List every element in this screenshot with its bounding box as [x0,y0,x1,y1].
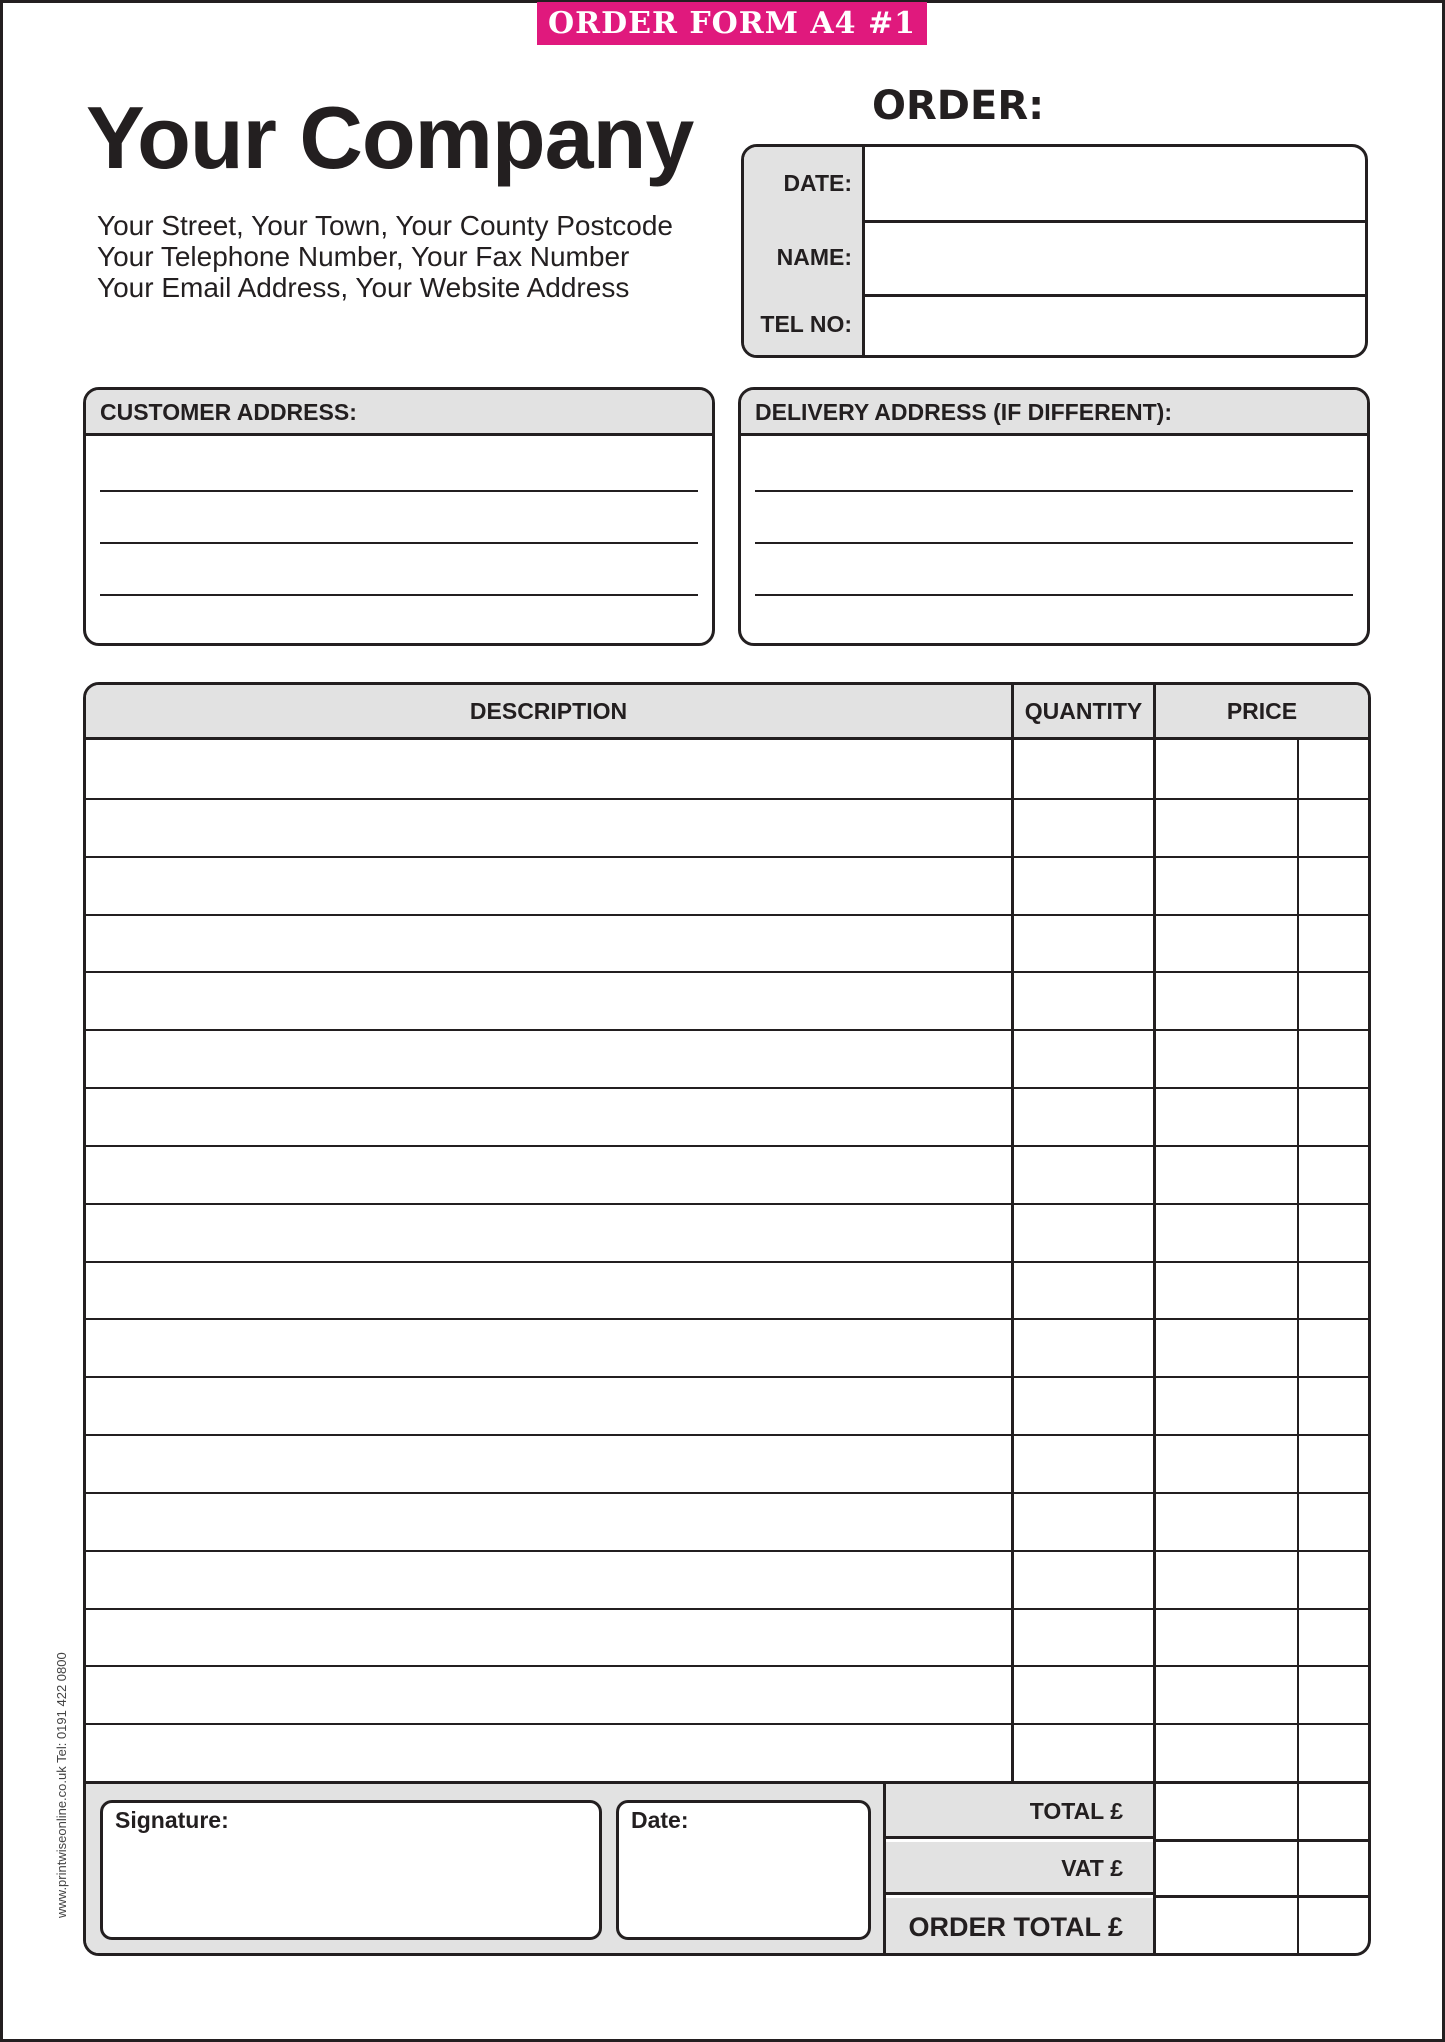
order-row-date [744,147,1365,223]
form-banner: ORDER FORM A4 #1 [537,2,927,45]
table-row-divider [86,1608,1368,1610]
order-row-name [744,220,1365,297]
total-label: TOTAL £ [886,1784,1153,1839]
table-row-divider [86,1203,1368,1205]
customer-address-line[interactable] [100,490,698,492]
table-row-divider [86,1665,1368,1667]
name-label: NAME: [744,220,865,294]
table-row-divider [86,1723,1368,1725]
footer-sign-area [86,1784,886,1953]
customer-address-label: CUSTOMER ADDRESS: [86,390,712,436]
summary-divider [1153,1839,1368,1842]
column-header-price: PRICE [1226,698,1298,724]
printer-imprint: www.printwiseonline.co.uk Tel: 0191 422 0800 [54,1652,69,1918]
delivery-address-line[interactable] [755,594,1353,596]
table-row-divider [86,1550,1368,1552]
table-row-divider [86,1376,1368,1378]
order-total-label: ORDER TOTAL £ [886,1898,1153,1953]
items-table [83,682,1371,1956]
order-row-tel [744,294,1365,355]
summary-divider [1153,1895,1368,1898]
table-row-divider [86,1318,1368,1320]
delivery-address-box [738,387,1370,646]
customer-address-line[interactable] [100,594,698,596]
table-row-divider [86,1029,1368,1031]
tel-label: TEL NO: [744,294,865,355]
signature-box[interactable] [100,1800,602,1940]
column-header-description: DESCRIPTION [469,698,628,724]
table-row-divider [86,1434,1368,1436]
price-pence-divider [1297,740,1299,1953]
sign-date-label: Date: [631,1807,689,1833]
table-row-divider [86,971,1368,973]
table-row-divider [86,1492,1368,1494]
delivery-address-line[interactable] [755,542,1353,544]
column-header-quantity: QUANTITY [1024,698,1143,724]
address-line-email: Your Email Address, Your Website Address [97,272,630,303]
date-label: DATE: [744,147,865,220]
tel-field[interactable] [865,294,1365,355]
name-field[interactable] [865,220,1365,294]
table-row-divider [86,1261,1368,1263]
address-line-street: Your Street, Your Town, Your County Postcode [97,210,673,241]
company-name: Your Company [86,88,694,187]
order-title: ORDER: [872,83,1045,129]
table-header [86,685,1368,740]
delivery-address-line[interactable] [755,490,1353,492]
customer-address-line[interactable] [100,542,698,544]
column-divider [1011,685,1014,1784]
address-line-phone: Your Telephone Number, Your Fax Number [97,241,630,272]
table-row-divider [86,914,1368,916]
delivery-address-label: DELIVERY ADDRESS (IF DIFFERENT): [741,390,1367,436]
signature-label: Signature: [115,1807,229,1833]
vat-label: VAT £ [886,1842,1153,1895]
table-row-divider [86,1145,1368,1147]
table-row-divider [86,1087,1368,1089]
table-row-divider [86,856,1368,858]
date-field[interactable] [865,147,1365,220]
order-details-box [741,144,1368,358]
table-footer [86,1781,1368,1953]
table-row-divider [86,798,1368,800]
customer-address-box [83,387,715,646]
sign-date-box[interactable] [616,1800,871,1940]
company-address [97,210,673,303]
